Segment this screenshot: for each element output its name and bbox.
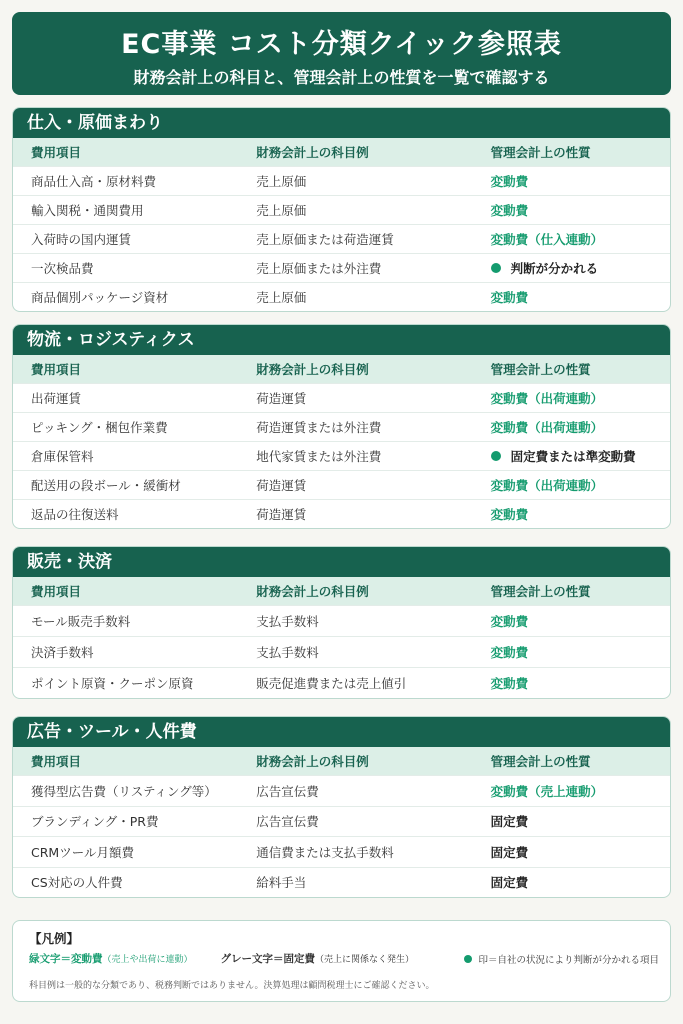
cell-nature: 変動費 [490, 203, 529, 218]
cell-item: ポイント原資・クーポン原資 [31, 676, 194, 691]
section-3 [12, 546, 671, 699]
table-row [13, 166, 670, 195]
legend-line [29, 951, 659, 966]
page-title: EC事業 コスト分類クイック参照表 [121, 29, 562, 60]
cell-nature: 変動費 [490, 290, 529, 305]
table-header [13, 577, 670, 605]
nature-text: 判断が分かれる [510, 261, 599, 276]
column-header-account: 財務会計上の科目例 [256, 584, 369, 599]
cell-item: ブランディング・PR費 [31, 814, 159, 830]
cell-account: 売上原価 [256, 174, 307, 189]
cell-item: 獲得型広告費（リスティング等） [31, 783, 217, 799]
cell-item: 商品仕入高・原材料費 [31, 174, 157, 189]
cell-nature [491, 447, 670, 465]
table-row [13, 282, 670, 311]
table-row [13, 224, 670, 253]
cell-item: 配送用の段ボール・緩衝材 [31, 478, 181, 493]
cell-item: ピッキング・梱包作業費 [31, 420, 168, 435]
dot-icon [491, 263, 501, 273]
column-header-nature: 管理会計上の性質 [490, 362, 591, 377]
table-row [13, 412, 670, 441]
legend-fixed: グレー文字＝固定費（売上に関係なく発生） [220, 953, 415, 965]
column-header-nature: 管理会計上の性質 [490, 145, 591, 160]
column-header-item: 費用項目 [31, 754, 82, 769]
section-title: 販売・決済 [13, 547, 670, 577]
cell-item: モール販売手数料 [31, 614, 131, 629]
cell-item: 決済手数料 [31, 645, 94, 660]
cell-account: 通信費または支払手数料 [256, 844, 394, 860]
legend-mixed: 印＝自社の状況により判断が分かれる項目 [464, 952, 659, 966]
cell-item: 商品個別パッケージ資材 [31, 290, 169, 305]
cell-nature: 固定費 [490, 844, 529, 860]
column-header-item: 費用項目 [31, 584, 82, 599]
cell-account: 荷造運賃 [256, 507, 307, 522]
cell-account: 売上原価または荷造運賃 [256, 232, 394, 247]
column-header-account: 財務会計上の科目例 [256, 754, 369, 769]
cell-account: 売上原価 [256, 290, 307, 305]
table-row [13, 806, 670, 837]
cell-nature: 変動費（仕入連動） [490, 232, 604, 247]
legend-variable: 緑文字＝変動費（売上や出荷に連動） [29, 953, 193, 965]
cell-account: 給料手当 [256, 875, 307, 891]
column-header-account: 財務会計上の科目例 [256, 362, 369, 377]
table-row [13, 441, 670, 470]
column-header-item: 費用項目 [31, 362, 82, 377]
table-row [13, 253, 670, 282]
cell-account: 荷造運賃 [256, 391, 307, 406]
cell-account: 売上原価または外注費 [256, 261, 382, 276]
cell-account: 支払手数料 [256, 645, 319, 660]
table-row [13, 499, 670, 528]
cell-nature: 変動費 [490, 507, 529, 522]
table-header [13, 138, 670, 166]
column-header-item: 費用項目 [31, 145, 82, 160]
cell-item: CRMツール月額費 [31, 844, 134, 860]
cell-nature: 変動費（売上連動） [490, 783, 604, 799]
page-subtitle: 財務会計上の科目と、管理会計上の性質を一覧で確認する [133, 68, 550, 87]
table-header [13, 747, 670, 775]
cell-account: 広告宣伝費 [256, 783, 319, 799]
cell-item: 一次検品費 [31, 261, 94, 276]
section-2 [12, 324, 671, 529]
column-header-nature: 管理会計上の性質 [490, 754, 591, 769]
table-row [13, 867, 670, 898]
dot-icon [491, 451, 501, 461]
cell-item: 輸入関税・通関費用 [31, 203, 144, 218]
cell-account: 販売促進費または売上値引 [256, 676, 407, 691]
cell-nature: 変動費（出荷連動） [490, 478, 604, 493]
column-header-account: 財務会計上の科目例 [256, 145, 369, 160]
cell-nature: 変動費（出荷連動） [490, 391, 604, 406]
nature-text: 固定費または準変動費 [510, 449, 636, 464]
section-title: 仕入・原価まわり [13, 108, 670, 138]
column-header-nature: 管理会計上の性質 [490, 584, 591, 599]
section-1 [12, 107, 671, 312]
legend-note: 科目例は一般的な分類であり、税務判断ではありません。決算処理は顧問税理士にご確認ください。 [29, 981, 435, 991]
table-header [13, 355, 670, 383]
cell-nature: 変動費 [490, 174, 529, 189]
table-row [13, 636, 670, 667]
table-row [13, 775, 670, 806]
cell-item: 返品の往復送料 [31, 507, 119, 522]
cell-item: 出荷運賃 [31, 391, 82, 406]
cell-account: 売上原価 [256, 203, 307, 218]
dot-icon [464, 955, 472, 963]
table-row [13, 383, 670, 412]
cell-nature: 固定費 [490, 814, 529, 830]
table-row [13, 605, 670, 636]
cell-account: 広告宣伝費 [256, 814, 319, 830]
table-row [13, 195, 670, 224]
cell-item: 入荷時の国内運賃 [31, 232, 132, 247]
legend-title: 【凡例】 [29, 931, 80, 946]
cell-item: CS対応の人件費 [31, 875, 123, 891]
cell-account: 荷造運賃または外注費 [256, 420, 382, 435]
page-header [12, 12, 671, 95]
cell-account: 支払手数料 [256, 614, 319, 629]
section-title: 広告・ツール・人件費 [13, 717, 670, 747]
cell-nature: 固定費 [490, 875, 529, 891]
cell-item: 倉庫保管料 [31, 449, 94, 464]
cell-nature [491, 259, 670, 277]
cell-nature: 変動費 [490, 614, 529, 629]
cell-account: 地代家賃または外注費 [256, 449, 382, 464]
cell-nature: 変動費（出荷連動） [490, 420, 604, 435]
cell-nature: 変動費 [490, 676, 529, 691]
cell-account: 荷造運賃 [256, 478, 307, 493]
section-title: 物流・ロジスティクス [13, 325, 670, 355]
legend [12, 920, 671, 1002]
cell-nature: 変動費 [490, 645, 529, 660]
section-4 [12, 716, 671, 898]
table-row [13, 470, 670, 499]
table-row [13, 836, 670, 867]
table-row [13, 667, 670, 698]
